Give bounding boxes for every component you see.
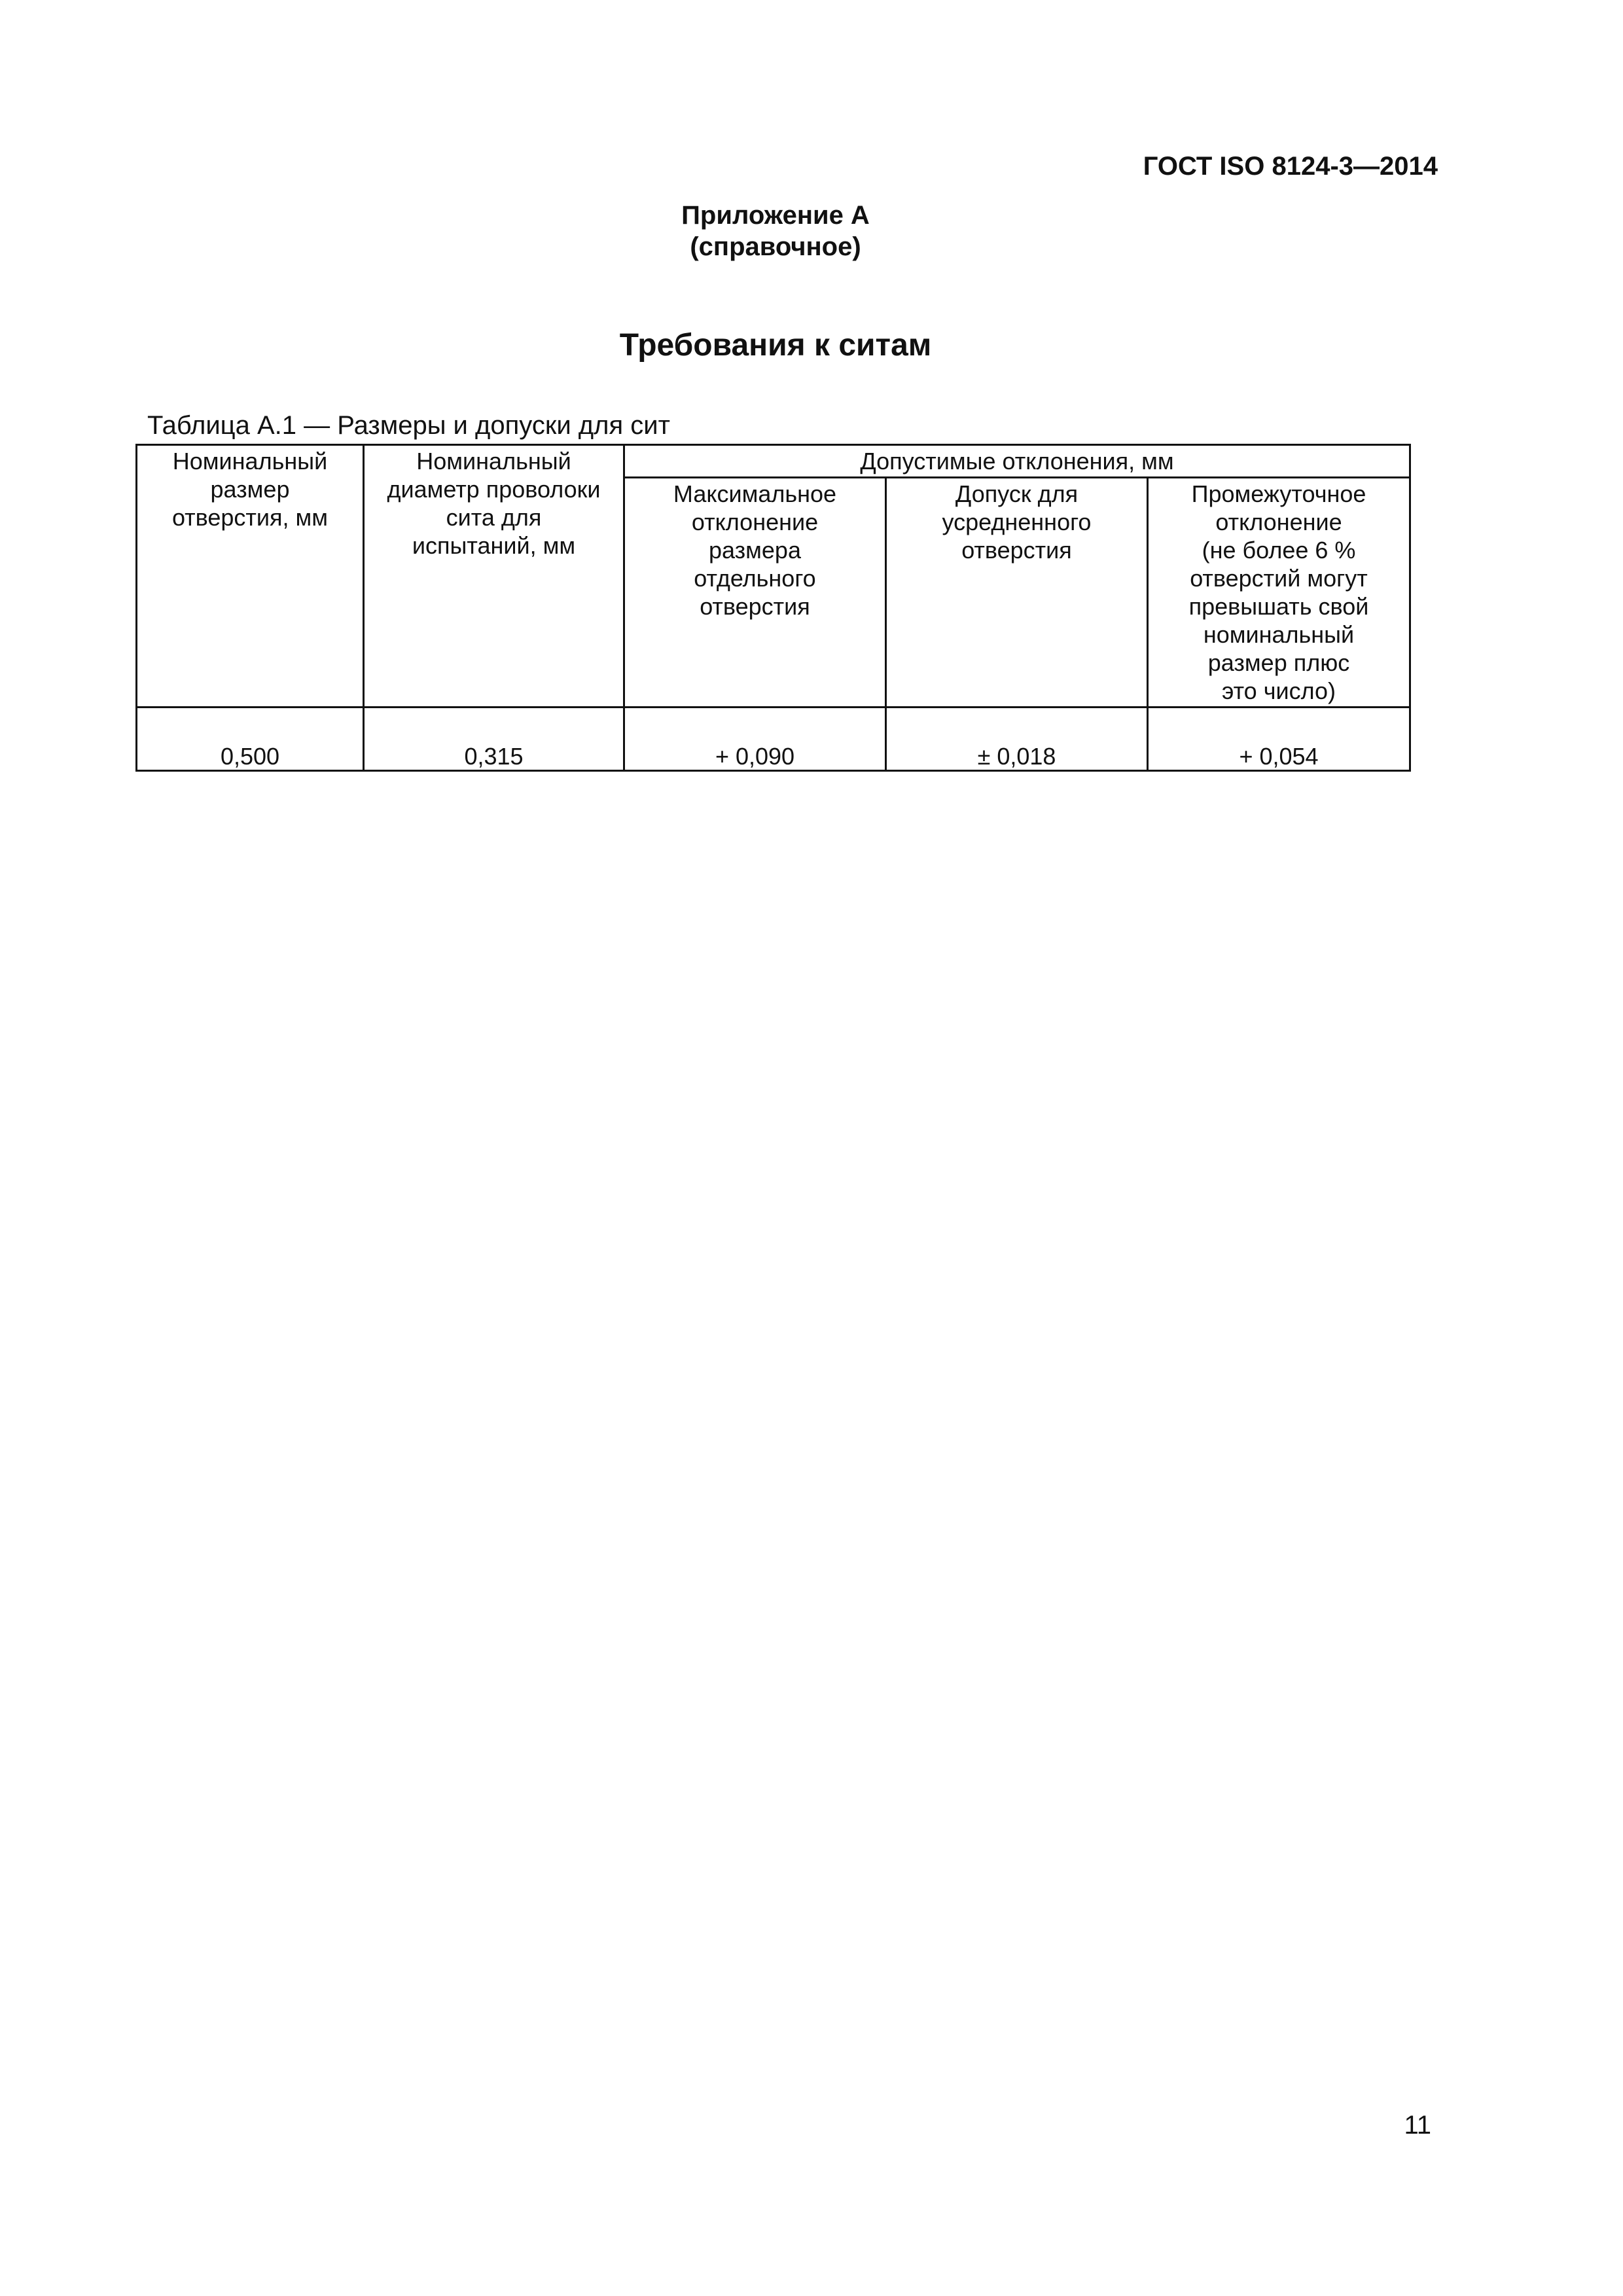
header-wire-diameter: Номинальный диаметр проволоки сита для испытаний, мм	[364, 445, 624, 708]
cell-max-deviation: + 0,090	[624, 708, 886, 771]
header-nominal-aperture: Номинальный размер отверстия, мм	[137, 445, 364, 708]
header-deviations-group: Допустимые отклонения, мм	[624, 445, 1410, 478]
table-caption: Таблица А.1 — Размеры и допуски для сит	[147, 411, 670, 440]
header-average-tolerance: Допуск для усредненного отверстия	[886, 478, 1148, 708]
main-title: Требования к ситам	[619, 328, 932, 363]
annex-title: Приложение А	[681, 201, 870, 230]
cell-wire-diameter: 0,315	[364, 708, 624, 771]
header-intermediate-deviation: Промежуточное отклонение (не более 6 % отверстий могут превышать свой номинальный размер плюс это число)	[1148, 478, 1410, 708]
standard-code: ГОСТ ISO 8124-3—2014	[1143, 152, 1438, 181]
table-row	[137, 708, 1410, 771]
cell-nominal-aperture: 0,500	[137, 708, 364, 771]
page-number: 11	[1404, 2111, 1431, 2140]
annex-heading	[0, 200, 1551, 262]
sieve-table	[135, 444, 1411, 772]
header-max-deviation: Максимальное отклонение размера отдельного отверстия	[624, 478, 886, 708]
table-header-row-1	[137, 445, 1410, 478]
annex-status: (справочное)	[690, 232, 861, 261]
cell-average-tolerance: ± 0,018	[886, 708, 1148, 771]
cell-intermediate-deviation: + 0,054	[1148, 708, 1410, 771]
